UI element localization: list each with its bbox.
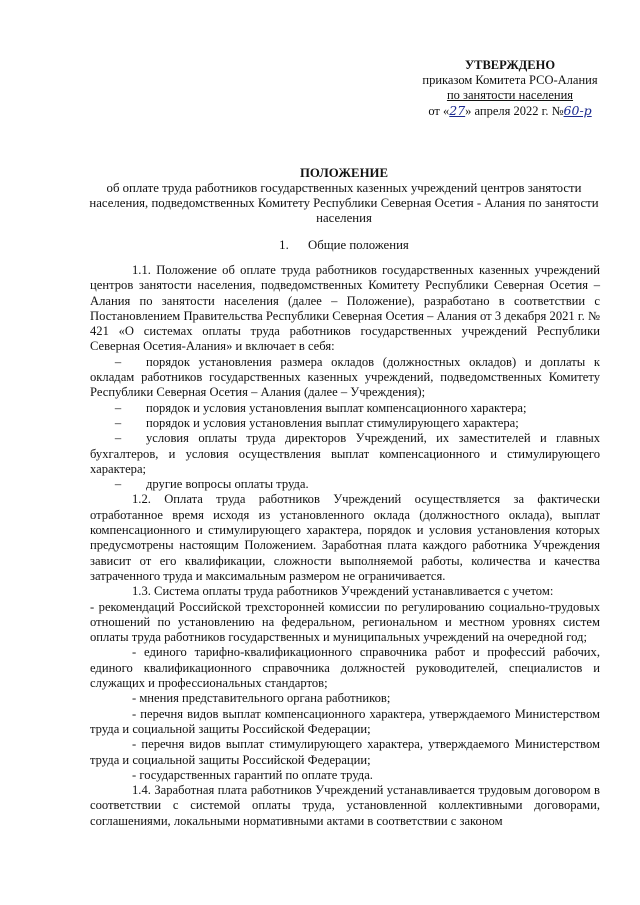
approval-line-2: по занятости населения bbox=[446, 88, 574, 102]
list-item: - перечня видов выплат компенсационного характера, утверждаемого Министерством труда и социальной защиты Российской Федерации; bbox=[90, 706, 600, 736]
document-heading bbox=[84, 166, 604, 226]
document-subtitle: об оплате труда работников государственных казенных учреждений центров занятости населения, подведомственных Комитету Республики Северная Осетия - Алания по занятости населения bbox=[89, 181, 599, 225]
list-item: – другие вопросы оплаты труда. bbox=[114, 477, 309, 492]
paragraph: 1.2. Оплата труда работников Учреждений осуществляется за фактически отработанное время исходя из установленного оклада (должностного оклада), выплат компенсационного и стимулирующего характера, порядок и условия установления которых предусмотрены настоящим Положением. Заработная плата каждого работника Учреждения зависит от его квалификации, сложности выполняемой работы, количества и качества затраченного труда и максимальным размером не ограничивается. bbox=[90, 492, 600, 583]
approval-line-1: приказом Комитета РСО-Алания bbox=[422, 73, 598, 87]
list-item: - государственных гарантий по оплате труда. bbox=[132, 767, 373, 782]
list-item: - перечня видов выплат стимулирующего характера, утверждаемого Министерством труда и социальной защиты Российской Федерации; bbox=[90, 737, 600, 767]
list-item: - мнения представительного органа работников; bbox=[132, 691, 391, 706]
list-item: – порядок и условия установления выплат стимулирующего характера; bbox=[114, 415, 519, 430]
document-body bbox=[90, 263, 600, 829]
paragraph: 1.1. Положение об оплате труда работников государственных казенных учреждений центров занятости населения, подведомственных Комитету Республики Северная Осетия – Алания по занятости населения (далее – Положение), разработано в соответствии с Постановлением Правительства Республики Северная Осетия – Алания от 3 декабря 2021 г. № 421 «О системах оплаты труда работников государственных учреждений Республики Северная Осетия-Алания» и включает в себя: bbox=[90, 263, 600, 354]
paragraph: 1.3. Система оплаты труда работников Учреждений устанавливается с учетом: bbox=[132, 584, 554, 599]
handwritten-number: 60-р bbox=[563, 103, 592, 118]
list-item: - рекомендаций Российской трехсторонней комиссии по регулированию социально-трудовых отношений по установлению на федеральном, региональном и местном уровнях систем оплаты труда работников государственных и муниципальных учреждений на очередной год; bbox=[90, 599, 600, 645]
list-item: - единого тарифно-квалификационного справочника работ и профессий рабочих, единого квалификационного справочника должностей руководителей, специалистов и служащих и профессиональных стандартов; bbox=[90, 645, 600, 691]
approval-title: УТВЕРЖДЕНО bbox=[464, 58, 556, 72]
approval-stamp bbox=[395, 58, 625, 119]
list-item: – условия оплаты труда директоров Учреждений, их заместителей и главных бухгалтеров, и условия осуществления выплат компенсационного и стимулирующего характера; bbox=[90, 431, 600, 476]
section-title: 1. Общие положения bbox=[279, 238, 409, 252]
approval-date: от «27» апреля 2022 г. №60-р bbox=[428, 103, 592, 118]
list-item: – порядок и условия установления выплат компенсационного характера; bbox=[114, 400, 527, 415]
paragraph: 1.4. Заработная плата работников Учреждений устанавливается трудовым договором в соответствии с системой оплаты труда, установленной коллективными договорами, соглашениями, локальными нормативными актами в соответствии с законом bbox=[90, 783, 600, 828]
document-title: ПОЛОЖЕНИЕ bbox=[299, 166, 389, 180]
list-item: – порядок установления размера окладов (должностных окладов) и доплаты к окладам работников государственных казенных учреждений, подведомственных Комитету Республики Северная Осетия – Алания (далее – Учреждения); bbox=[90, 354, 600, 400]
handwritten-day: 27 bbox=[449, 103, 466, 118]
